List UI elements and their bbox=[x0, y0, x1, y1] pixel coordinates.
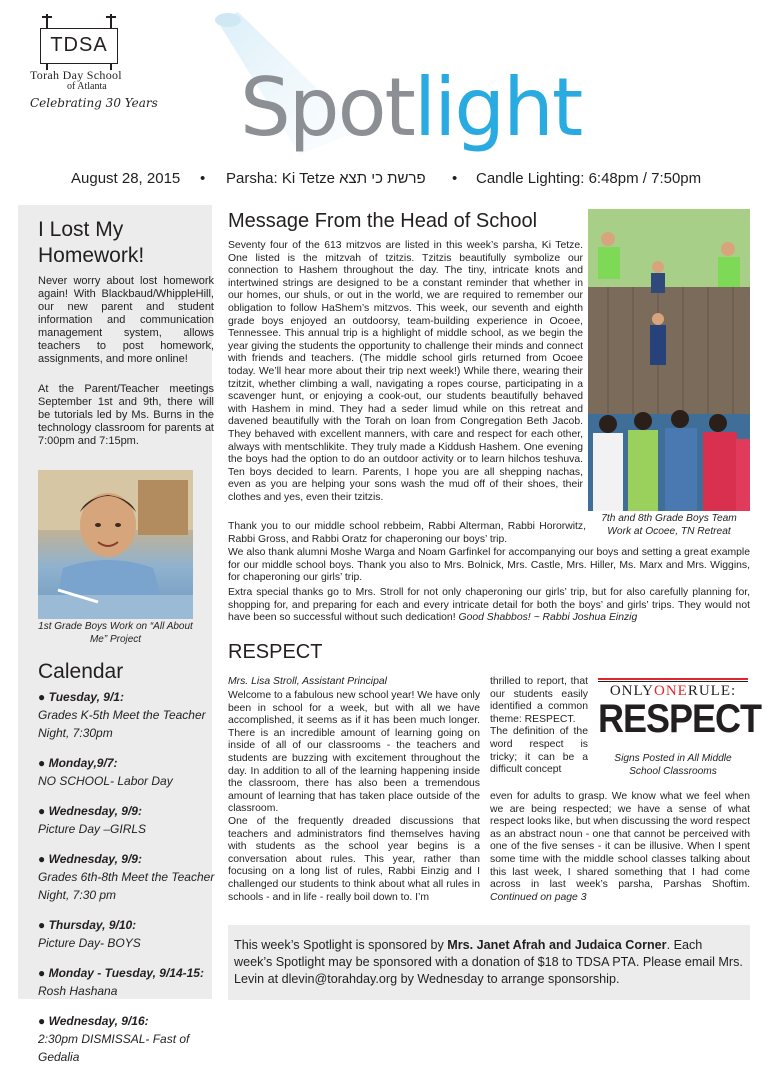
calendar-event-date: ● Tuesday, 9/1: bbox=[38, 690, 124, 704]
respect-byline: Mrs. Lisa Stroll, Assistant Principal bbox=[228, 676, 387, 687]
calendar-event-desc: Picture Day- BOYS bbox=[38, 936, 141, 950]
respect-sign-caption: Signs Posted in All Middle School Classrooms bbox=[614, 753, 732, 777]
continued-note: Continued on page 3 bbox=[490, 891, 587, 903]
info-separator: • bbox=[200, 170, 206, 187]
calendar-event-desc: Grades 6th-8th Meet the Teacher Night, 7:30 pm bbox=[38, 870, 215, 902]
sponsor-text-before: This week’s Spotlight is sponsored by bbox=[234, 938, 448, 952]
respect-paragraph-5: even for adults to grasp. We know what we feel when we are being respected; we have a sense of what respect looks like, but when discussing the word respect as an abstract noun - one that cannot be perceived with one of the five senses - it can be illusive. When I spent some time with the middle school classes talking about this last week, I shared something that I had come across in last week’s parsha, Parshas Shoftim. bbox=[490, 791, 750, 891]
ocoee-photo-caption: 7th and 8th Grade Boys Team Work at Ocoee, TN Retreat bbox=[601, 513, 737, 537]
masthead-title bbox=[240, 61, 582, 154]
message-heading: Message From the Head of School bbox=[228, 210, 538, 232]
respect-column-2-continued bbox=[490, 791, 750, 904]
logo-pole-cap-left bbox=[42, 16, 52, 18]
first-grade-photo-caption: 1st Grade Boys Work on “All About Me” Project bbox=[38, 621, 193, 645]
respect-paragraph-2: One of the frequently dreaded discussions that teachers and administrators find themselves having with students as the school year begins is a conversation about rules. This year, rather than focusing on a long list of rules, Rabbi Einzig and I challenged our students to think about what all rules in schools - and in life - really boil down to. I’m bbox=[228, 815, 480, 903]
logo-acronym: TDSA bbox=[50, 34, 108, 56]
message-signoff: Good Shabbos! ~ Rabbi Joshua Einzig bbox=[458, 612, 638, 624]
message-thanks-rebbeim: Thank you to our middle school rebbeim, Rabbi Alterman, Rabbi Hororwitz, Rabbi Gross, and Rabbi Oratz for chaperoning our boys’ trip. bbox=[228, 521, 586, 545]
calendar-event-date: ● Wednesday, 9/9: bbox=[38, 804, 142, 818]
respect-column-1 bbox=[228, 690, 480, 904]
message-thanks-alumni: We also thank alumni Moshe Warga and Noam Garfinkel for accompanying our boys and setting a great example for our middle school boys. Thank you also to Mrs. Bolnick, Mrs. Castle, Mrs. Hiller, Ms. Marx and Mrs. Wiggins, for chaperoning our girls’ trip. bbox=[228, 547, 750, 584]
spotlight-lamp bbox=[215, 13, 241, 27]
celebrating-tagline: Celebrating 30 Years bbox=[30, 96, 158, 110]
info-bar bbox=[0, 166, 770, 192]
calendar-event-desc: NO SCHOOL- Labor Day bbox=[38, 774, 173, 788]
sponsor-box bbox=[228, 925, 750, 1000]
calendar-event-date: ● Wednesday, 9/9: bbox=[38, 852, 142, 866]
calendar-event-date: ● Wednesday, 9/16: bbox=[38, 1014, 149, 1028]
message-thanks-stroll bbox=[228, 587, 750, 625]
calendar-event bbox=[38, 916, 218, 952]
homework-heading: I Lost My Homework! bbox=[38, 218, 145, 267]
respect-heading: RESPECT bbox=[228, 641, 323, 663]
respect-sign-graphic bbox=[598, 678, 762, 742]
ocoee-retreat-photo bbox=[588, 209, 750, 511]
sidebar bbox=[18, 205, 215, 1064]
info-separator: • bbox=[452, 170, 458, 187]
calendar-event bbox=[38, 754, 218, 790]
calendar-event-date: ● Thursday, 9/10: bbox=[38, 918, 137, 932]
calendar-event bbox=[38, 964, 218, 1000]
first-grade-photo bbox=[38, 470, 193, 619]
calendar-event-date: ● Monday,9/7: bbox=[38, 756, 118, 770]
calendar-event bbox=[38, 1012, 218, 1066]
parsha-name: Parsha: Ki Tetze פרשת כי תצא bbox=[226, 170, 426, 187]
school-name: Torah Day School bbox=[30, 68, 122, 82]
calendar-list bbox=[38, 688, 218, 1078]
sign-one: ONE bbox=[654, 683, 688, 699]
respect-column-2 bbox=[490, 676, 588, 777]
calendar-event-desc: 2:30pm DISMISSAL- Fast of Gedalia bbox=[38, 1032, 190, 1064]
sponsor-text bbox=[234, 937, 744, 988]
issue-date: August 28, 2015 bbox=[71, 170, 181, 187]
retreat-illustration bbox=[588, 209, 750, 511]
calendar-event-desc: Grades K-5th Meet the Teacher Night, 7:30pm bbox=[38, 708, 206, 740]
sponsor-name: Mrs. Janet Afrah and Judaica Corner bbox=[447, 938, 667, 952]
sign-rule-red bbox=[598, 678, 748, 680]
calendar-heading: Calendar bbox=[38, 660, 124, 683]
message-body: Seventy four of the 613 mitzvos are listed in this week’s parsha, Ki Tetze. One listed is the mitzvah of tzitzis. Tzitzis beautifully symbolize our connection to Hashem throughout the day. The tiny, intricate knots and intertwined strings are designed to be a constant reminder that whether in our homes, our shuls, or out in the world, we are required to remember our obligation to follow HaShem’s mitzvos. This week, our seventh and eighth grade boys enjoyed an outdoorsy, team-building experience in Ocoee, Tennessee. This annual trip is a highlight of middle school, as we begin the year giving the students the opportunity to challenge their minds and connect with friends and teachers. (The middle school girls returned from Ocoee today. We’ll hear more about their trip next week!) While there, wearing their tzitzit, whether climbing a wall, navigating a ropes course, participating in a scavenger hunt, or enjoying a cook-out, our students beautifully behaved with Hashem in mind. They had a seder limud while on this retreat and davened beautifully with the Torah on loan from Congregation Beth Jacob. They behaved with excellent manners, with care and respect for each other, always with mentschlikite. They truly made a Kiddush Hashem. One evening the boys had the option to do an outdoor activity or to learn hilchos teshuva. Ten boys decided to learn. Parents, I hope you are all shepping nachas, even as you are helping your sons wash the mud off of their shoes, their clothes and yes, even their tzitzis. bbox=[228, 240, 583, 503]
sign-only: ONLY bbox=[609, 683, 654, 699]
sign-respect-word: RESPECT bbox=[598, 695, 762, 741]
homework-paragraph: Never worry about lost homework again! With Blackbaud/WhippleHill, our new parent and student information and communication management system, allows teachers to post homework, assignments, and more online! bbox=[38, 275, 214, 365]
masthead-title-spot: Spot bbox=[240, 61, 414, 154]
sponsor-text-after: . Each week’s Spotlight may be sponsored with a donation of $18 to TDSA PTA. Please email Mrs. Levin at dlevin@torahday.org by Wednesday to arrange sponsorship. bbox=[234, 938, 743, 986]
calendar-event bbox=[38, 688, 218, 742]
logo-pole-cap-right bbox=[106, 16, 116, 18]
calendar-event-date: ● Monday - Tuesday, 9/14-15: bbox=[38, 966, 204, 980]
school-sub: of Atlanta bbox=[67, 81, 107, 92]
message-thanks-stroll-text: Extra special thanks go to Mrs. Stroll for not only chaperoning our girls’ trip, but for also carefully planning for, shopping for, and preparing for each and every intricate detail for both the boys’ and girls’ trips. They would not have been so successful without such dedication! bbox=[228, 587, 750, 624]
school-logo bbox=[22, 14, 158, 114]
masthead bbox=[210, 10, 582, 160]
respect-paragraph-4: The definition of the word respect is tricky; it can be a difficult concept bbox=[490, 726, 588, 776]
masthead-title-light: light bbox=[413, 61, 582, 154]
calendar-event-desc: Rosh Hashana bbox=[38, 984, 118, 998]
tutorial-paragraph: At the Parent/Teacher meetings September 1st and 9th, there will be tutorials led by Ms. Burns in the technology classroom for parents at 7:00pm and 7:15pm. bbox=[38, 383, 214, 447]
sign-rule: RULE: bbox=[687, 683, 737, 699]
calendar-event bbox=[38, 802, 218, 838]
boy-illustration bbox=[38, 470, 193, 619]
calendar-event bbox=[38, 850, 218, 904]
calendar-event-desc: Picture Day –GIRLS bbox=[38, 822, 147, 836]
candle-lighting: Candle Lighting: 6:48pm / 7:50pm bbox=[476, 170, 702, 187]
logo-box bbox=[40, 28, 118, 64]
respect-paragraph-3: thrilled to report, that our students easily identified a common theme: RESPECT. bbox=[490, 676, 588, 725]
respect-paragraph-1: Welcome to a fabulous new school year! We have only been in school for a week, but with all we have accomplished, it seems as if it has been much longer. There is an incredible amount of learning going on inside of all of our classrooms - the teachers and students are buzzing with excitement throughout the day. In addition to all of the learning happening inside the classroom, there has also been a tremendous amount of learning that has taken place outside of the classroom. bbox=[228, 690, 481, 815]
